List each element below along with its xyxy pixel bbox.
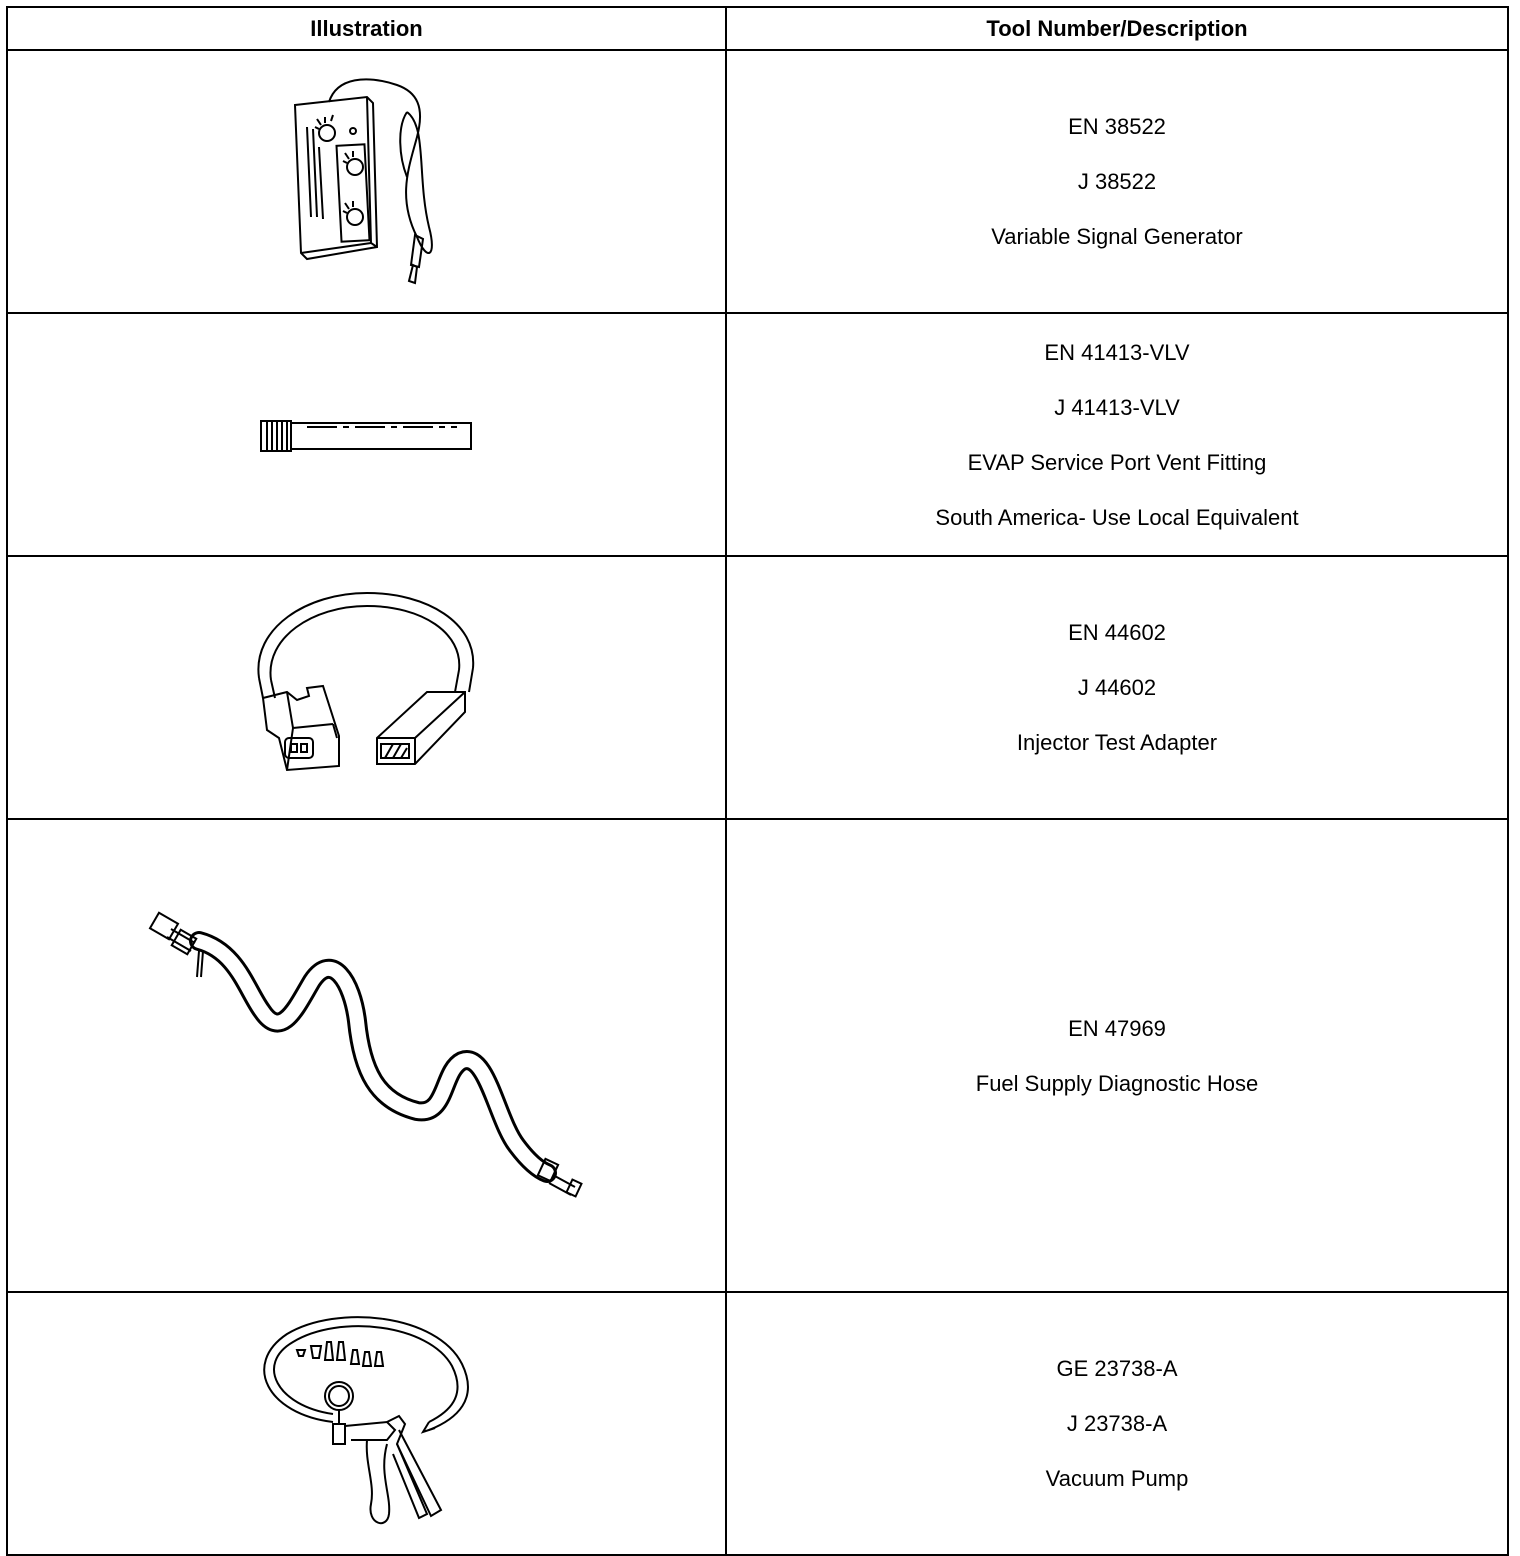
- fuel-hose-icon: [147, 911, 587, 1201]
- description-cell: [726, 1292, 1508, 1555]
- tool-number: J 23738-A: [1066, 1411, 1168, 1436]
- tool-description: EVAP Service Port Vent Fitting: [967, 449, 1267, 475]
- illustration-cell: [7, 819, 726, 1292]
- injector-test-adapter-icon: [247, 588, 487, 788]
- illustration-cell: [7, 1292, 726, 1555]
- tool-number: J 38522: [1077, 169, 1157, 194]
- illustration-cell: [7, 556, 726, 819]
- table-row: [7, 819, 1508, 1292]
- table-row: [7, 50, 1508, 313]
- tool-note: South America- Use Local Equivalent: [935, 504, 1299, 530]
- header-row: [7, 7, 1508, 50]
- description-cell: [726, 819, 1508, 1292]
- vent-fitting-icon: [257, 415, 477, 455]
- illustration-header: Illustration: [7, 7, 726, 50]
- description-cell: [726, 556, 1508, 819]
- variable-signal-generator-icon: [267, 67, 467, 297]
- tool-description: Variable Signal Generator: [991, 224, 1243, 249]
- table-row: [7, 556, 1508, 819]
- tool-number: EN 38522: [1068, 114, 1166, 139]
- illustration-cell: [7, 50, 726, 313]
- vacuum-pump-icon: [247, 1304, 487, 1544]
- tool-description: Fuel Supply Diagnostic Hose: [975, 1070, 1259, 1096]
- tool-number: EN 47969: [1068, 1015, 1166, 1041]
- tool-header: Tool Number/Description: [726, 7, 1508, 50]
- tool-description: Vacuum Pump: [1045, 1466, 1189, 1491]
- description-cell: [726, 50, 1508, 313]
- tool-number: J 44602: [1077, 675, 1157, 700]
- description-cell: [726, 313, 1508, 556]
- table-row: [7, 1292, 1508, 1555]
- tool-number: EN 41413-VLV: [1044, 339, 1190, 365]
- illustration-cell: [7, 313, 726, 556]
- tool-number: J 41413-VLV: [1054, 394, 1180, 420]
- tool-description: Injector Test Adapter: [1016, 730, 1218, 755]
- table-row: [7, 313, 1508, 556]
- tool-number: EN 44602: [1068, 620, 1166, 645]
- tool-number: GE 23738-A: [1056, 1356, 1178, 1381]
- tool-table: [6, 6, 1509, 1556]
